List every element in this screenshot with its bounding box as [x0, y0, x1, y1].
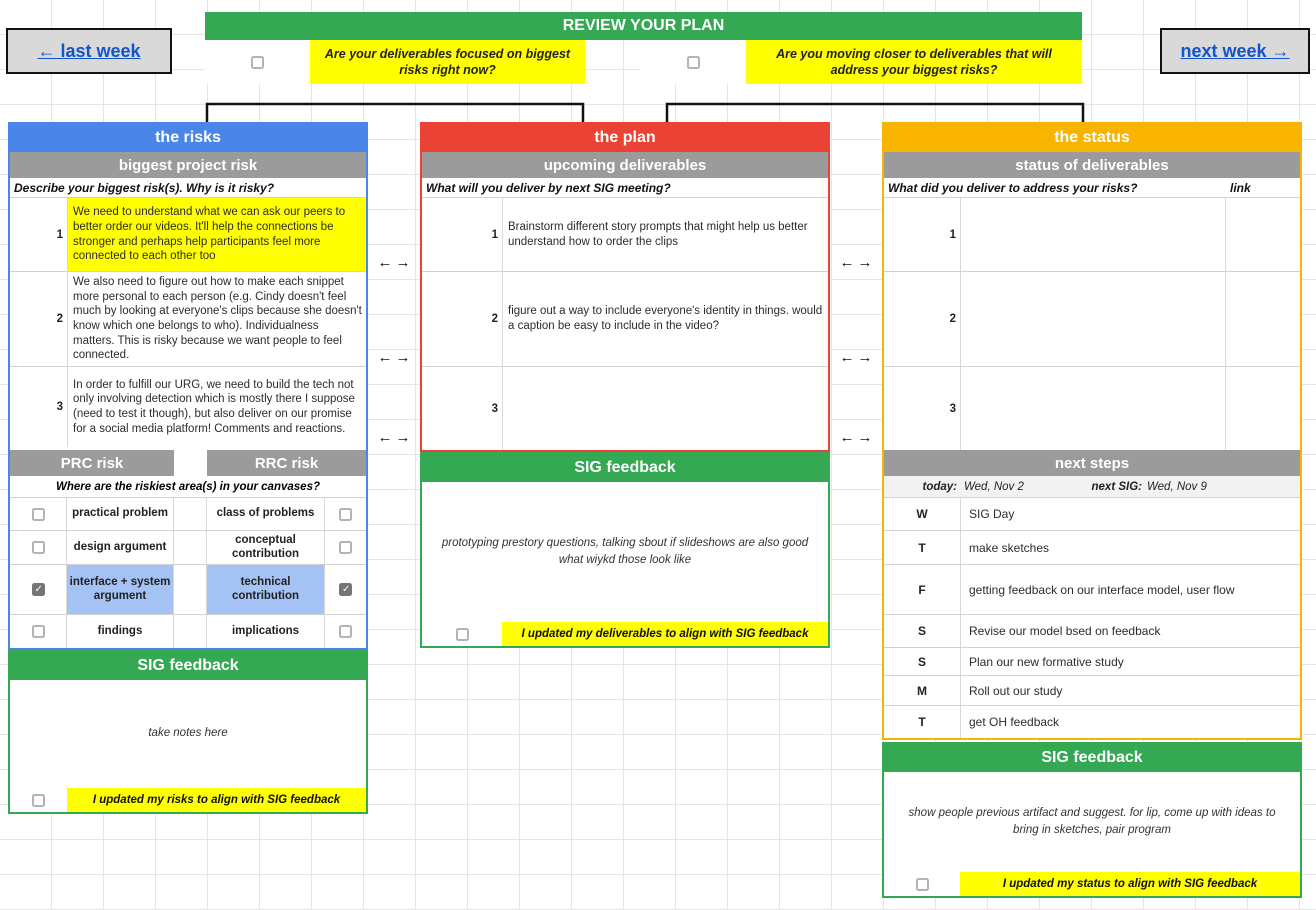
- risk-plan-link-arrows: ← →: [377, 253, 411, 271]
- day-letter: F: [918, 582, 926, 597]
- day-letter: W: [916, 507, 928, 521]
- status-number: 1: [949, 228, 956, 241]
- review-q1-label: Are your deliverables focused on biggest risks right now?: [310, 40, 585, 84]
- plan-sig-confirm-row: [422, 622, 828, 646]
- risks-sig-confirm-label: I updated my risks to align with SIG feedback: [67, 788, 366, 812]
- rrc-label: technical contribution: [207, 565, 325, 614]
- risks-sig-confirm-checkbox[interactable]: [32, 794, 45, 807]
- next-week-label: next week →: [1180, 40, 1290, 61]
- risks-sig-confirm-row: [10, 788, 366, 812]
- rrc-checkbox-implications[interactable]: [339, 625, 352, 638]
- next-sig-value[interactable]: Wed, Nov 9: [1147, 480, 1207, 493]
- status-row-1: [884, 198, 1300, 272]
- rrc-risk-header: RRC risk: [207, 450, 366, 476]
- status-sig-confirm-row: [884, 872, 1300, 896]
- next-steps-header: next steps: [884, 450, 1300, 476]
- plan-prompt: What will you deliver by next SIG meeting?: [422, 178, 828, 198]
- canvas-prompt: Where are the riskiest area(s) in your canvases?: [10, 476, 366, 498]
- prc-label: practical problem: [67, 498, 174, 530]
- review-q2-checkbox[interactable]: [687, 56, 700, 69]
- plan-status-link-arrows: ← →: [839, 348, 873, 366]
- plan-sig-confirm-label: I updated my deliverables to align with SIG feedback: [502, 622, 828, 646]
- risks-column: [8, 122, 368, 814]
- day-task-cell[interactable]: get OH feedback: [960, 706, 1300, 738]
- status-row-2: [884, 272, 1300, 367]
- day-letter: S: [917, 624, 926, 638]
- status-sig-confirm-checkbox[interactable]: [916, 878, 929, 891]
- deliverable-text-cell[interactable]: Brainstorm different story prompts that might help us better understand how to order the clips: [502, 198, 828, 271]
- day-row-3: [884, 565, 1300, 615]
- canvas-row-1: [10, 498, 366, 531]
- today-label: today:: [922, 480, 957, 493]
- status-number: 3: [949, 402, 956, 415]
- deliverable-number: 2: [491, 313, 498, 325]
- risk-row-1: [10, 198, 366, 272]
- prc-risk-header: PRC risk: [10, 450, 174, 476]
- status-subheader: status of deliverables: [884, 152, 1300, 178]
- rrc-label: implications: [207, 615, 325, 648]
- risks-header: the risks: [10, 124, 366, 152]
- prc-label: interface + system argument: [67, 565, 174, 614]
- rrc-label: class of problems: [207, 498, 325, 530]
- risk-text-cell[interactable]: We need to understand what we can ask our peers to better order our videos. It'll help the connections be stronger and perhaps help participants feel more connected to each other too: [67, 198, 366, 271]
- risk-plan-link-arrows: ← →: [377, 428, 411, 446]
- status-number: 2: [949, 313, 956, 325]
- last-week-button[interactable]: [6, 28, 172, 74]
- risk-number: 1: [56, 228, 63, 241]
- deliverable-row-2: [422, 272, 828, 367]
- plan-status-link-arrows: ← →: [839, 428, 873, 446]
- day-task-cell[interactable]: SIG Day: [960, 498, 1300, 530]
- prc-label: design argument: [67, 531, 174, 564]
- rrc-label: conceptual contribution: [207, 531, 325, 564]
- prc-checkbox-design-argument[interactable]: [32, 541, 45, 554]
- next-sig-label: next SIG:: [1091, 480, 1142, 493]
- risks-prompt: Describe your biggest risk(s). Why is it risky?: [10, 178, 366, 198]
- risk-plan-link-arrows: ← →: [377, 348, 411, 366]
- deliverable-row-1: [422, 198, 828, 272]
- day-task-cell[interactable]: Revise our model bsed on feedback: [960, 615, 1300, 647]
- status-header: the status: [884, 124, 1300, 152]
- day-row-1: [884, 498, 1300, 531]
- day-task-cell[interactable]: getting feedback on our interface model, user flow: [960, 565, 1300, 614]
- review-q1-checkbox[interactable]: [251, 56, 264, 69]
- rrc-checkbox-conceptual-contribution[interactable]: [339, 541, 352, 554]
- plan-column: [420, 122, 830, 648]
- rrc-checkbox-class-of-problems[interactable]: [339, 508, 352, 521]
- prc-checkbox-interface-system-argument[interactable]: [32, 583, 45, 596]
- prc-label: findings: [67, 615, 174, 648]
- status-sig-confirm-label: I updated my status to align with SIG feedback: [960, 872, 1300, 896]
- today-value[interactable]: Wed, Nov 2: [964, 480, 1024, 493]
- review-plan-title: REVIEW YOUR PLAN: [205, 12, 1082, 40]
- status-prompt-row: [884, 178, 1300, 198]
- canvas-row-3: [10, 565, 366, 615]
- status-row-3: [884, 367, 1300, 450]
- day-row-2: [884, 531, 1300, 565]
- risks-subheader: biggest project risk: [10, 152, 366, 178]
- status-sig-notes[interactable]: show people previous artifact and suggest. for lip, come up with ideas to bring in sketches, pair program: [908, 806, 1276, 836]
- day-letter: T: [918, 540, 926, 555]
- deliverable-number: 1: [491, 228, 498, 241]
- deliverable-number: 3: [491, 402, 498, 415]
- day-task-cell[interactable]: make sketches: [960, 531, 1300, 564]
- risk-number: 2: [56, 313, 63, 325]
- plan-subheader: upcoming deliverables: [422, 152, 828, 178]
- day-row-6: [884, 676, 1300, 706]
- deliverable-row-3: [422, 367, 828, 450]
- prc-rrc-header-row: [10, 450, 366, 476]
- status-text-cell[interactable]: [960, 198, 1225, 271]
- day-letter: M: [917, 683, 927, 698]
- prc-checkbox-practical-problem[interactable]: [32, 508, 45, 521]
- last-week-label: ← last week: [37, 40, 141, 61]
- canvas-row-4: [10, 615, 366, 648]
- prc-checkbox-findings[interactable]: [32, 625, 45, 638]
- today-row: [884, 476, 1300, 498]
- plan-header: the plan: [422, 124, 828, 152]
- deliverable-text-cell[interactable]: figure out a way to include everyone's identity in things. would a caption be easy to include in the video?: [502, 272, 828, 366]
- risk-text-cell[interactable]: In order to fulfill our URG, we need to build the tech not only involving detection which is mostly there I suppose (need to test it though), but also deliver on our promise for a social media platform! Comments and reactions.: [67, 367, 366, 447]
- plan-sig-confirm-checkbox[interactable]: [456, 628, 469, 641]
- risk-row-2: [10, 272, 366, 367]
- status-text-cell[interactable]: [960, 272, 1225, 366]
- review-q2-label: Are you moving closer to deliverables that will address your biggest risks?: [746, 40, 1082, 84]
- risk-number: 3: [56, 401, 63, 413]
- status-link-cell[interactable]: [1225, 367, 1300, 450]
- plan-sig-header: SIG feedback: [422, 454, 828, 482]
- link-column-header: link: [1230, 180, 1251, 195]
- risk-text-cell[interactable]: We also need to figure out how to make each snippet more personal to each person (e.g. Cindy doesn't feel much by looking at everyone's clips because she doesn't know which one belongs to who). Individualness matters. This is risky because we want people to feel connected.: [67, 272, 366, 366]
- status-text-cell[interactable]: [960, 367, 1225, 450]
- risks-sig-notes[interactable]: take notes here: [148, 727, 228, 740]
- next-week-button[interactable]: [1160, 28, 1310, 74]
- day-row-5: [884, 648, 1300, 676]
- day-task-cell[interactable]: Roll out our study: [960, 676, 1300, 705]
- status-column: [882, 122, 1302, 898]
- rrc-checkbox-technical-contribution[interactable]: [339, 583, 352, 596]
- day-letter: S: [917, 654, 926, 669]
- deliverable-text-cell[interactable]: [502, 367, 828, 450]
- plan-sig-notes[interactable]: prototyping prestory questions, talking sbout if slideshows are also good what wiykd those look like: [441, 536, 809, 566]
- day-row-7: [884, 706, 1300, 738]
- plan-status-link-arrows: ← →: [839, 253, 873, 271]
- day-row-4: [884, 615, 1300, 648]
- status-prompt: What did you deliver to address your risks?: [888, 180, 1138, 195]
- risk-row-3: [10, 367, 366, 447]
- status-sig-header: SIG feedback: [884, 744, 1300, 772]
- canvas-row-2: [10, 531, 366, 565]
- status-link-cell[interactable]: [1225, 198, 1300, 271]
- day-task-cell[interactable]: Plan our new formative study: [960, 648, 1300, 675]
- day-letter: T: [918, 715, 926, 729]
- status-link-cell[interactable]: [1225, 272, 1300, 366]
- risks-sig-header: SIG feedback: [10, 652, 366, 680]
